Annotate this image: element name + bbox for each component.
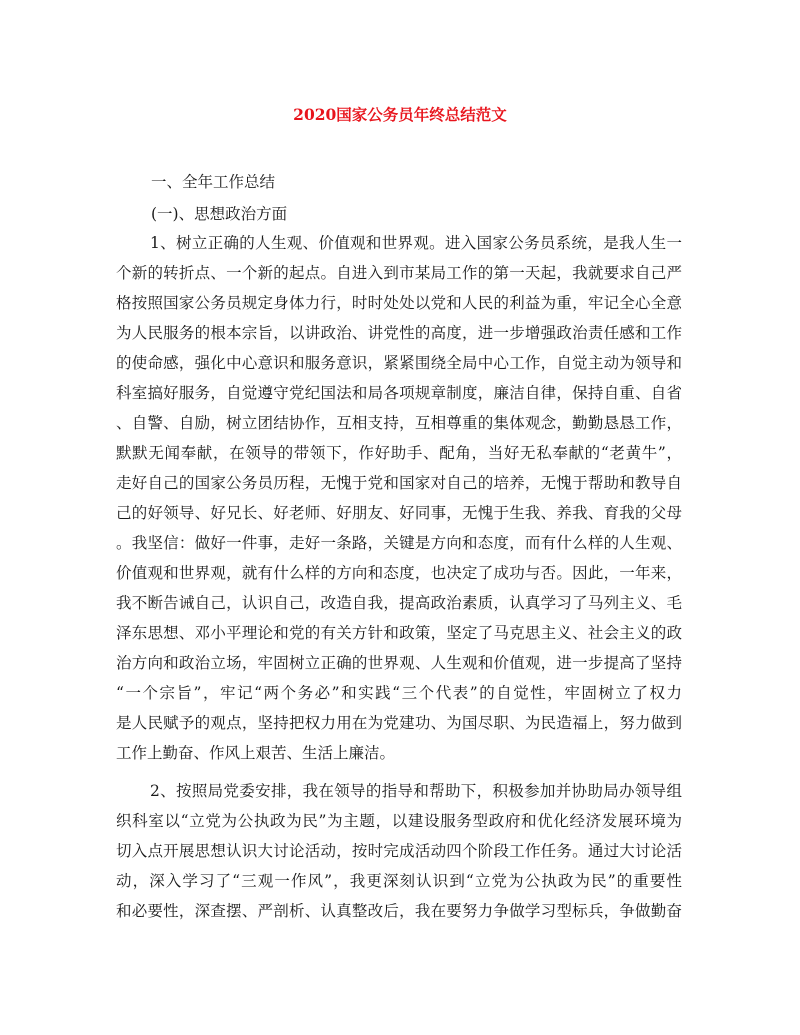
- paragraph-line: 个新的转折点、一个新的起点。自进入到市某局工作的第一天起，我就要求自己严: [116, 264, 682, 282]
- paragraph-line: 己的好领导、好兄长、好老师、好朋友、好同事，无愧于生我、养我、育我的父母: [116, 504, 682, 522]
- paragraph-line: 泽东思想、邓小平理论和党的有关方针和政策，坚定了马克思主义、社会主义的政: [116, 624, 682, 642]
- document-title: 2020国家公务员年终总结范文: [293, 105, 507, 124]
- section-heading: 一、全年工作总结: [151, 173, 276, 191]
- paragraph-line: 。我坚信：做好一件事，走好一条路，关键是方向和态度，而有什么样的人生观、: [116, 534, 682, 552]
- paragraph-line: 2、按照局党委安排，我在领导的指导和帮助下，积极参加并协助局办领导组: [150, 782, 682, 800]
- paragraph-line: 织科室以“立党为公执政为民”为主题，以建设服务型政府和优化经济发展环境为: [116, 812, 682, 830]
- paragraph-line: 、自警、自励，树立团结协作，互相支持，互相尊重的集体观念，勤勤恳恳工作，: [116, 414, 682, 432]
- paragraph-line: “一个宗旨”，牢记“两个务必”和实践“三个代表”的自觉性，牢固树立了权力: [116, 684, 682, 702]
- paragraph-line: 科室搞好服务，自觉遵守党纪国法和局各项规章制度，廉洁自律，保持自重、自省: [116, 384, 682, 402]
- paragraph-line: 默默无闻奉献，在领导的带领下，作好助手、配角，当好无私奉献的“老黄牛”，: [116, 444, 682, 462]
- paragraph-line: 为人民服务的根本宗旨，以讲政治、讲党性的高度，进一步增强政治责任感和工作: [116, 324, 682, 342]
- paragraph-line: 我不断告诫自己，认识自己，改造自我，提高政治素质，认真学习了马列主义、毛: [116, 594, 682, 612]
- paragraph-line: 切入点开展思想认识大讨论活动，按时完成活动四个阶段工作任务。通过大讨论活: [116, 842, 682, 860]
- paragraph-line: 格按照国家公务员规定身体力行，时时处处以党和人民的利益为重，牢记全心全意: [116, 294, 682, 312]
- paragraph-line: 治方向和政治立场，牢固树立正确的世界观、人生观和价值观，进一步提高了坚持: [116, 654, 682, 672]
- paragraph-line: 和必要性，深查摆、严剖析、认真整改后，我在要努力争做学习型标兵，争做勤奋: [116, 902, 682, 920]
- paragraph-line: 1、树立正确的人生观、价值观和世界观。进入国家公务员系统，是我人生一: [150, 234, 682, 252]
- paragraph-line: 走好自己的国家公务员历程，无愧于党和国家对自己的培养，无愧于帮助和教导自: [116, 474, 682, 492]
- paragraph-line: 工作上勤奋、作风上艰苦、生活上廉洁。: [116, 744, 396, 762]
- paragraph-1: [116, 228, 682, 768]
- paragraph-2: [116, 776, 682, 926]
- subsection-heading: (一)、思想政治方面: [151, 205, 288, 223]
- paragraph-line: 动，深入学习了“三观一作风”，我更深刻认识到“立党为公执政为民”的重要性: [116, 872, 682, 890]
- paragraph-line: 的使命感，强化中心意识和服务意识，紧紧围绕全局中心工作，自觉主动为领导和: [116, 354, 682, 372]
- paragraph-line: 价值观和世界观，就有什么样的方向和态度，也决定了成功与否。因此，一年来，: [116, 564, 682, 582]
- paragraph-line: 是人民赋予的观点，坚持把权力用在为党建功、为国尽职、为民造福上，努力做到: [116, 714, 682, 732]
